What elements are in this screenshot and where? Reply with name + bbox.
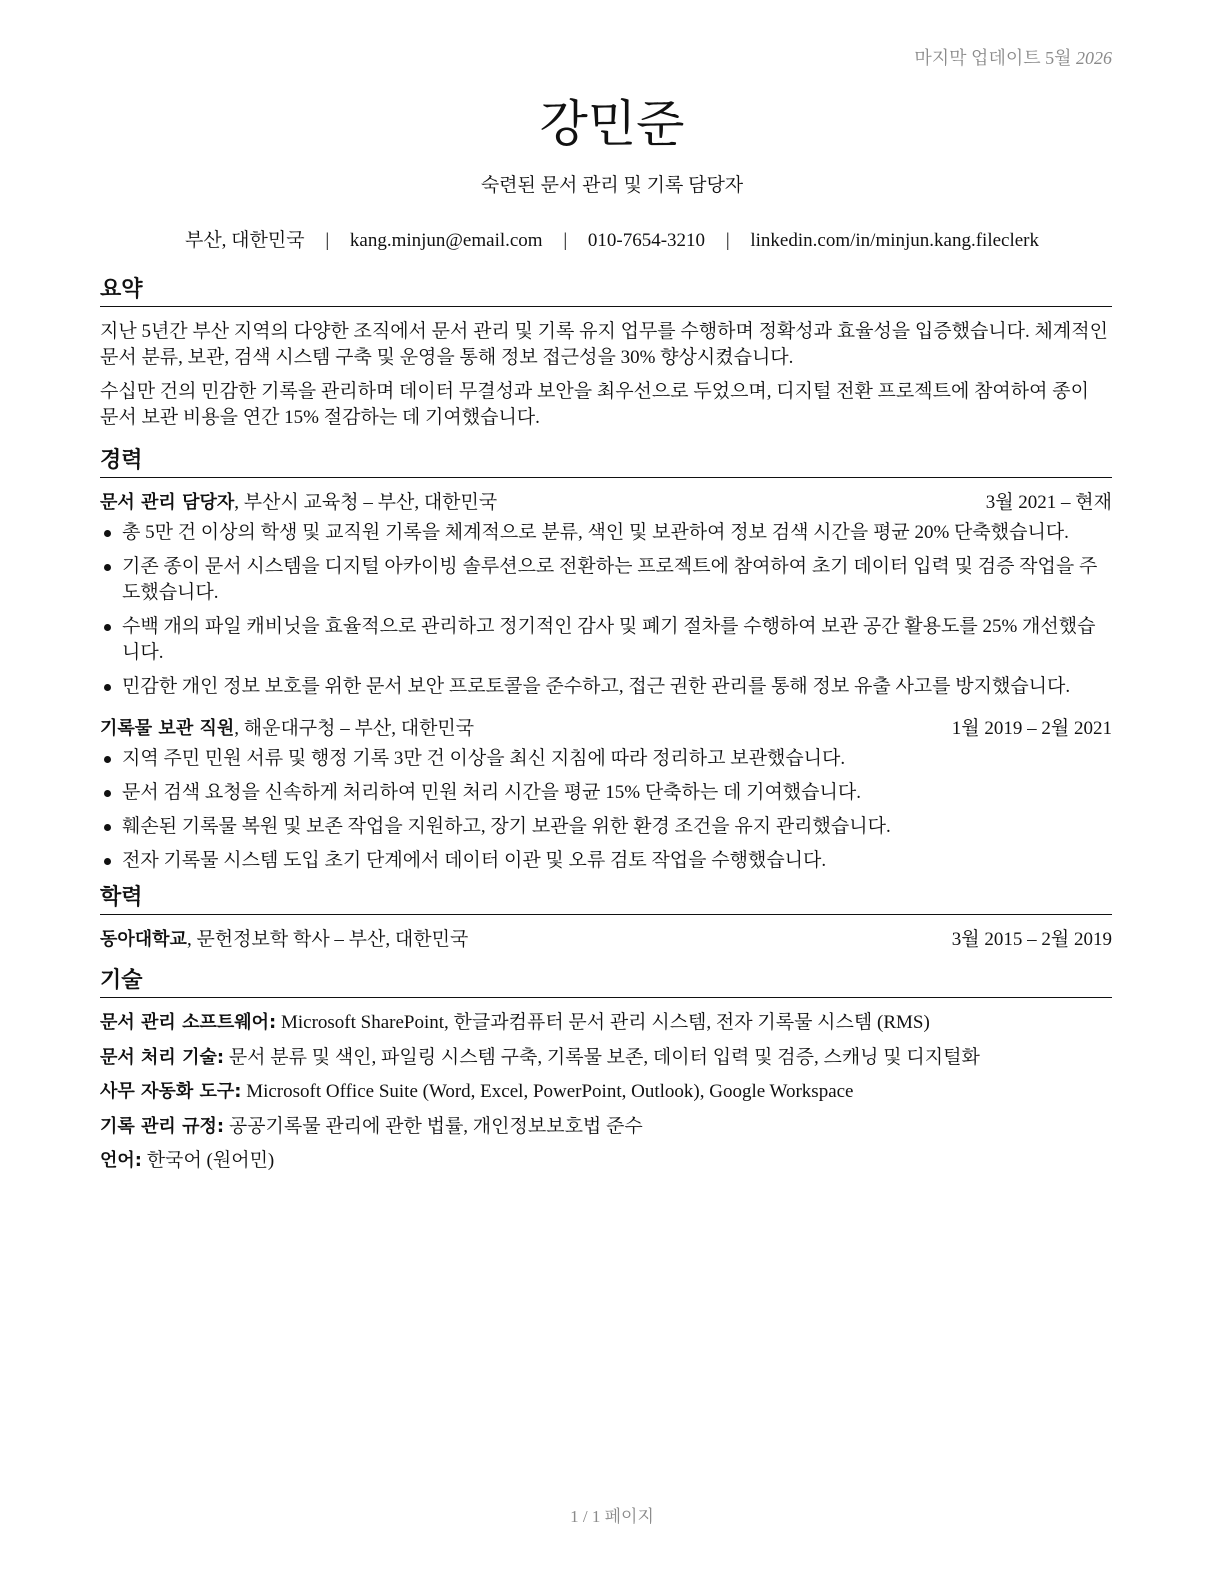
skill-row bbox=[100, 1148, 1112, 1174]
job-org: , 해운대구청 – 부산, 대한민국 bbox=[234, 718, 475, 739]
skill-category: 사무 자동화 도구: bbox=[100, 1081, 242, 1102]
skill-category: 문서 관리 소프트웨어: bbox=[100, 1012, 277, 1033]
skill-category: 언어: bbox=[100, 1150, 142, 1171]
list-item: 전자 기록물 시스템 도입 초기 단계에서 데이터 이관 및 오류 검토 작업을 수행했습니다. bbox=[100, 848, 1112, 874]
section-title-summary: 요약 bbox=[100, 276, 1112, 307]
entry-header bbox=[100, 716, 1112, 742]
skill-row bbox=[100, 1045, 1112, 1071]
candidate-tagline: 숙련된 문서 관리 및 기록 담당자 bbox=[480, 175, 744, 196]
list-item: 수백 개의 파일 캐비닛을 효율적으로 관리하고 정기적인 감사 및 폐기 절차를 수행하여 보관 공간 활용도를 25% 개선했습니다. bbox=[100, 614, 1112, 666]
education-entry bbox=[100, 927, 1112, 953]
school-name: 동아대학교 bbox=[100, 929, 187, 950]
skill-row bbox=[100, 1079, 1112, 1105]
last-updated bbox=[914, 44, 1112, 70]
contact-separator: | bbox=[563, 230, 568, 251]
last-updated-month: 5월 bbox=[1045, 48, 1072, 68]
job-org: , 부산시 교육청 – 부산, 대한민국 bbox=[234, 492, 498, 513]
contact-separator: | bbox=[725, 230, 730, 251]
summary-paragraph: 수십만 건의 민감한 기록을 관리하며 데이터 무결성과 보안을 최우선으로 두었으며, 디지털 전환 프로젝트에 참여하여 종이 문서 보관 비용을 연간 15% 절감하는 데 기여했습니다. bbox=[100, 381, 1089, 428]
skill-value: 한국어 (원어민) bbox=[141, 1150, 275, 1171]
contact-location: 부산, 대한민국 bbox=[184, 230, 305, 251]
skill-row bbox=[100, 1114, 1112, 1140]
experience-entry bbox=[100, 716, 1112, 874]
degree-detail: , 문헌정보학 학사 – 부산, 대한민국 bbox=[186, 929, 469, 950]
skill-category: 문서 처리 기술: bbox=[100, 1046, 225, 1068]
job-bullets bbox=[100, 520, 1112, 700]
education-dates: 3월 2015 – 2월 2019 bbox=[951, 929, 1112, 950]
contact-phone: 010-7654-3210 bbox=[587, 230, 706, 251]
contact-linkedin[interactable]: linkedin.com/in/minjun.kang.fileclerk bbox=[750, 230, 1040, 251]
education-section bbox=[100, 884, 1112, 953]
experience-entry bbox=[100, 490, 1112, 700]
skills-section bbox=[100, 967, 1112, 1174]
last-updated-label: 마지막 업데이트 bbox=[914, 48, 1041, 68]
candidate-name: 강민준 bbox=[539, 95, 685, 153]
skill-row bbox=[100, 1010, 1112, 1036]
contact-email[interactable]: kang.minjun@email.com bbox=[349, 230, 543, 251]
list-item: 지역 주민 민원 서류 및 행정 기록 3만 건 이상을 최신 지침에 따라 정리하고 보관했습니다. bbox=[100, 746, 1112, 772]
skill-value: Microsoft Office Suite (Word, Excel, PowerPoint, Outlook), Google Workspace bbox=[241, 1081, 854, 1102]
list-item: 민감한 개인 정보 보호를 위한 문서 보안 프로토콜을 준수하고, 접근 권한 관리를 통해 정보 유출 사고를 방지했습니다. bbox=[100, 674, 1112, 700]
entry-header bbox=[100, 490, 1112, 516]
contact-line bbox=[0, 225, 1224, 252]
skill-value: Microsoft SharePoint, 한글과컴퓨터 문서 관리 시스템, 전자 기록물 시스템 (RMS) bbox=[276, 1012, 930, 1033]
job-role: 기록물 보관 직원 bbox=[100, 718, 235, 739]
list-item: 총 5만 건 이상의 학생 및 교직원 기록을 체계적으로 분류, 색인 및 보관하여 정보 검색 시간을 평균 20% 단축했습니다. bbox=[100, 520, 1112, 546]
contact-separator: | bbox=[325, 230, 330, 251]
list-item: 기존 종이 문서 시스템을 디지털 아카이빙 솔루션으로 전환하는 프로젝트에 참여하여 초기 데이터 입력 및 검증 작업을 주도했습니다. bbox=[100, 554, 1112, 606]
experience-section bbox=[100, 447, 1112, 874]
skill-category: 기록 관리 규정: bbox=[100, 1115, 225, 1137]
job-bullets bbox=[100, 746, 1112, 874]
list-item: 문서 검색 요청을 신속하게 처리하여 민원 처리 시간을 평균 15% 단축하는 데 기여했습니다. bbox=[100, 780, 1112, 806]
list-item: 훼손된 기록물 복원 및 보존 작업을 지원하고, 장기 보관을 위한 환경 조건을 유지 관리했습니다. bbox=[100, 814, 1112, 840]
summary-section bbox=[100, 276, 1112, 431]
skill-value: 공공기록물 관리에 관한 법률, 개인정보보호법 준수 bbox=[224, 1115, 643, 1137]
last-updated-year: 2026 bbox=[1076, 48, 1112, 68]
section-title-experience: 경력 bbox=[100, 447, 1112, 478]
section-title-education: 학력 bbox=[100, 884, 1112, 915]
page-indicator: 1 / 1 페이지 bbox=[570, 1507, 654, 1526]
section-title-skills: 기술 bbox=[100, 967, 1112, 998]
job-dates: 3월 2021 – 현재 bbox=[985, 492, 1112, 513]
job-dates: 1월 2019 – 2월 2021 bbox=[951, 718, 1112, 739]
skill-value: 문서 분류 및 색인, 파일링 시스템 구축, 기록물 보존, 데이터 입력 및 검증, 스캐닝 및 디지털화 bbox=[224, 1046, 980, 1068]
summary-paragraph: 지난 5년간 부산 지역의 다양한 조직에서 문서 관리 및 기록 유지 업무를 수행하며 정확성과 효율성을 입증했습니다. 체계적인 문서 분류, 보관, 검색 시스템 구축 및 운영을 통해 정보 접근성을 30% 향상시켰습니다. bbox=[100, 321, 1108, 368]
resume-content bbox=[100, 276, 1112, 1183]
job-role: 문서 관리 담당자 bbox=[100, 492, 235, 513]
